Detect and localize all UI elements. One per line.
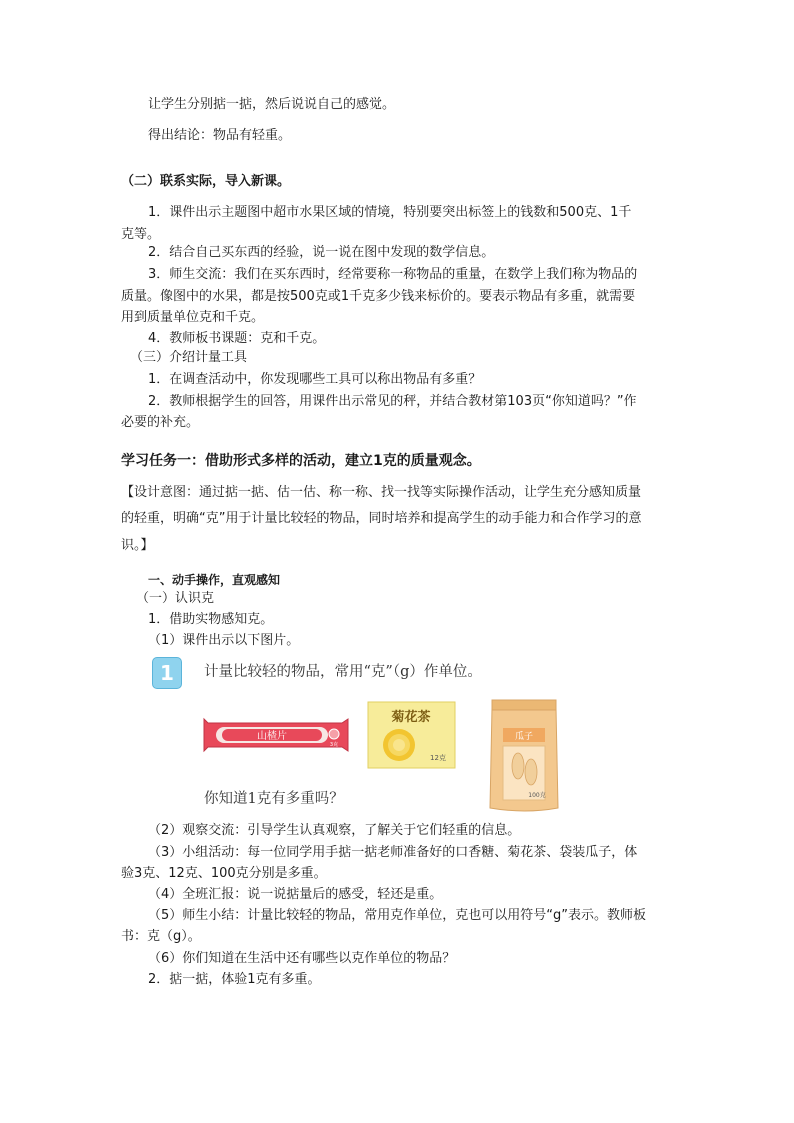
section-2-item-3: 3．师生交流：我们在买东西时，经常要称一称物品的重量，在数学上我们称为物品的 bbox=[148, 267, 638, 282]
candy-weight: 3克 bbox=[329, 742, 339, 748]
step-6: （6）你们知道在生活中还有哪些以克作单位的物品？ bbox=[148, 951, 456, 966]
section-3-heading: （三）介绍计量工具 bbox=[130, 350, 248, 365]
section-2-item-3-cont-1: 质量。像图中的水果，都是按500克或1千克多少钱来标价的。要表示物品有多重，就需要 bbox=[121, 289, 636, 304]
design-intent-line-2: 的轻重，明确“克”用于计量比较轻的物品，同时培养和提高学生的动手能力和合作学习的意 bbox=[121, 511, 642, 526]
step-3-cont: 验3克、12克、100克分别是多重。 bbox=[121, 866, 327, 881]
section-2-item-3-cont-2: 用到质量单位克和千克。 bbox=[121, 310, 265, 325]
section-3-item-2: 2．教师根据学生的回答，用课件出示常见的秤，并结合教材第103页“你知道吗？”作 bbox=[148, 394, 637, 409]
section-2-item-1: 1．课件出示主题图中超市水果区域的情境，特别要突出标签上的钱数和500克、1千 bbox=[148, 205, 632, 220]
chrysanthemum-tea-pack bbox=[368, 702, 455, 768]
seeds-weight: 100克 bbox=[528, 792, 546, 799]
example-number-badge: 1 bbox=[152, 657, 182, 689]
illustration-caption: 计量比较轻的物品，常用“克”（g）作单位。 bbox=[204, 664, 482, 680]
section-2-item-2: 2．结合自己买东西的经验，说一说在图中发现的数学信息。 bbox=[148, 245, 495, 260]
step-4: （4）全班汇报：说一说掂量后的感受，轻还是重。 bbox=[148, 887, 443, 902]
melon-seeds-bag bbox=[490, 700, 558, 811]
section-3-item-2-cont: 必要的补充。 bbox=[121, 415, 200, 430]
step-3: （3）小组活动：每一位同学用手掂一掂老师准备好的口香糖、菊花茶、袋装瓜子，体 bbox=[148, 845, 638, 860]
part-1-sub-1: （一）认识克 bbox=[136, 591, 215, 606]
part-1-step-1: 1．借助实物感知克。 bbox=[148, 612, 274, 627]
candy-label: 山楂片 bbox=[257, 731, 287, 742]
section-2-heading: （二）联系实际，导入新课。 bbox=[121, 174, 291, 189]
tea-label: 菊花茶 bbox=[391, 710, 431, 725]
design-intent-line-1: 【设计意图：通过掂一掂、估一估、称一称、找一找等实际操作活动，让学生充分感知质量 bbox=[121, 485, 642, 500]
section-2-item-4: 4．教师板书课题：克和千克。 bbox=[148, 331, 326, 346]
intro-paragraph-2: 得出结论：物品有轻重。 bbox=[148, 128, 292, 143]
part-1-step-1-1: （1）课件出示以下图片。 bbox=[148, 633, 300, 648]
tea-weight: 12克 bbox=[430, 754, 446, 762]
intro-paragraph-1: 让学生分别掂一掂，然后说说自己的感觉。 bbox=[148, 97, 396, 112]
section-2-item-1-cont: 克等。 bbox=[121, 227, 161, 242]
step-5-cont: 书：克（g）。 bbox=[121, 929, 201, 944]
design-intent-line-3: 识。】 bbox=[121, 538, 154, 553]
part-1-heading: 一、动手操作，直观感知 bbox=[148, 573, 281, 587]
task-1-title: 学习任务一：借助形式多样的活动，建立1克的质量观念。 bbox=[121, 453, 481, 469]
step-2: （2）观察交流：引导学生认真观察，了解关于它们轻重的信息。 bbox=[148, 823, 521, 838]
seeds-label: 瓜子 bbox=[514, 732, 534, 742]
step-5: （5）师生小结：计量比较轻的物品，常用克作单位，克也可以用符号“g”表示。教师板 bbox=[148, 908, 646, 923]
illustration-question: 你知道1克有多重吗？ bbox=[204, 791, 344, 807]
section-3-item-1: 1．在调查活动中，你发现哪些工具可以称出物品有多重？ bbox=[148, 372, 482, 387]
hawthorn-candy-pack bbox=[204, 719, 348, 751]
part-1-step-2: 2．掂一掂，体验1克有多重。 bbox=[148, 972, 321, 987]
